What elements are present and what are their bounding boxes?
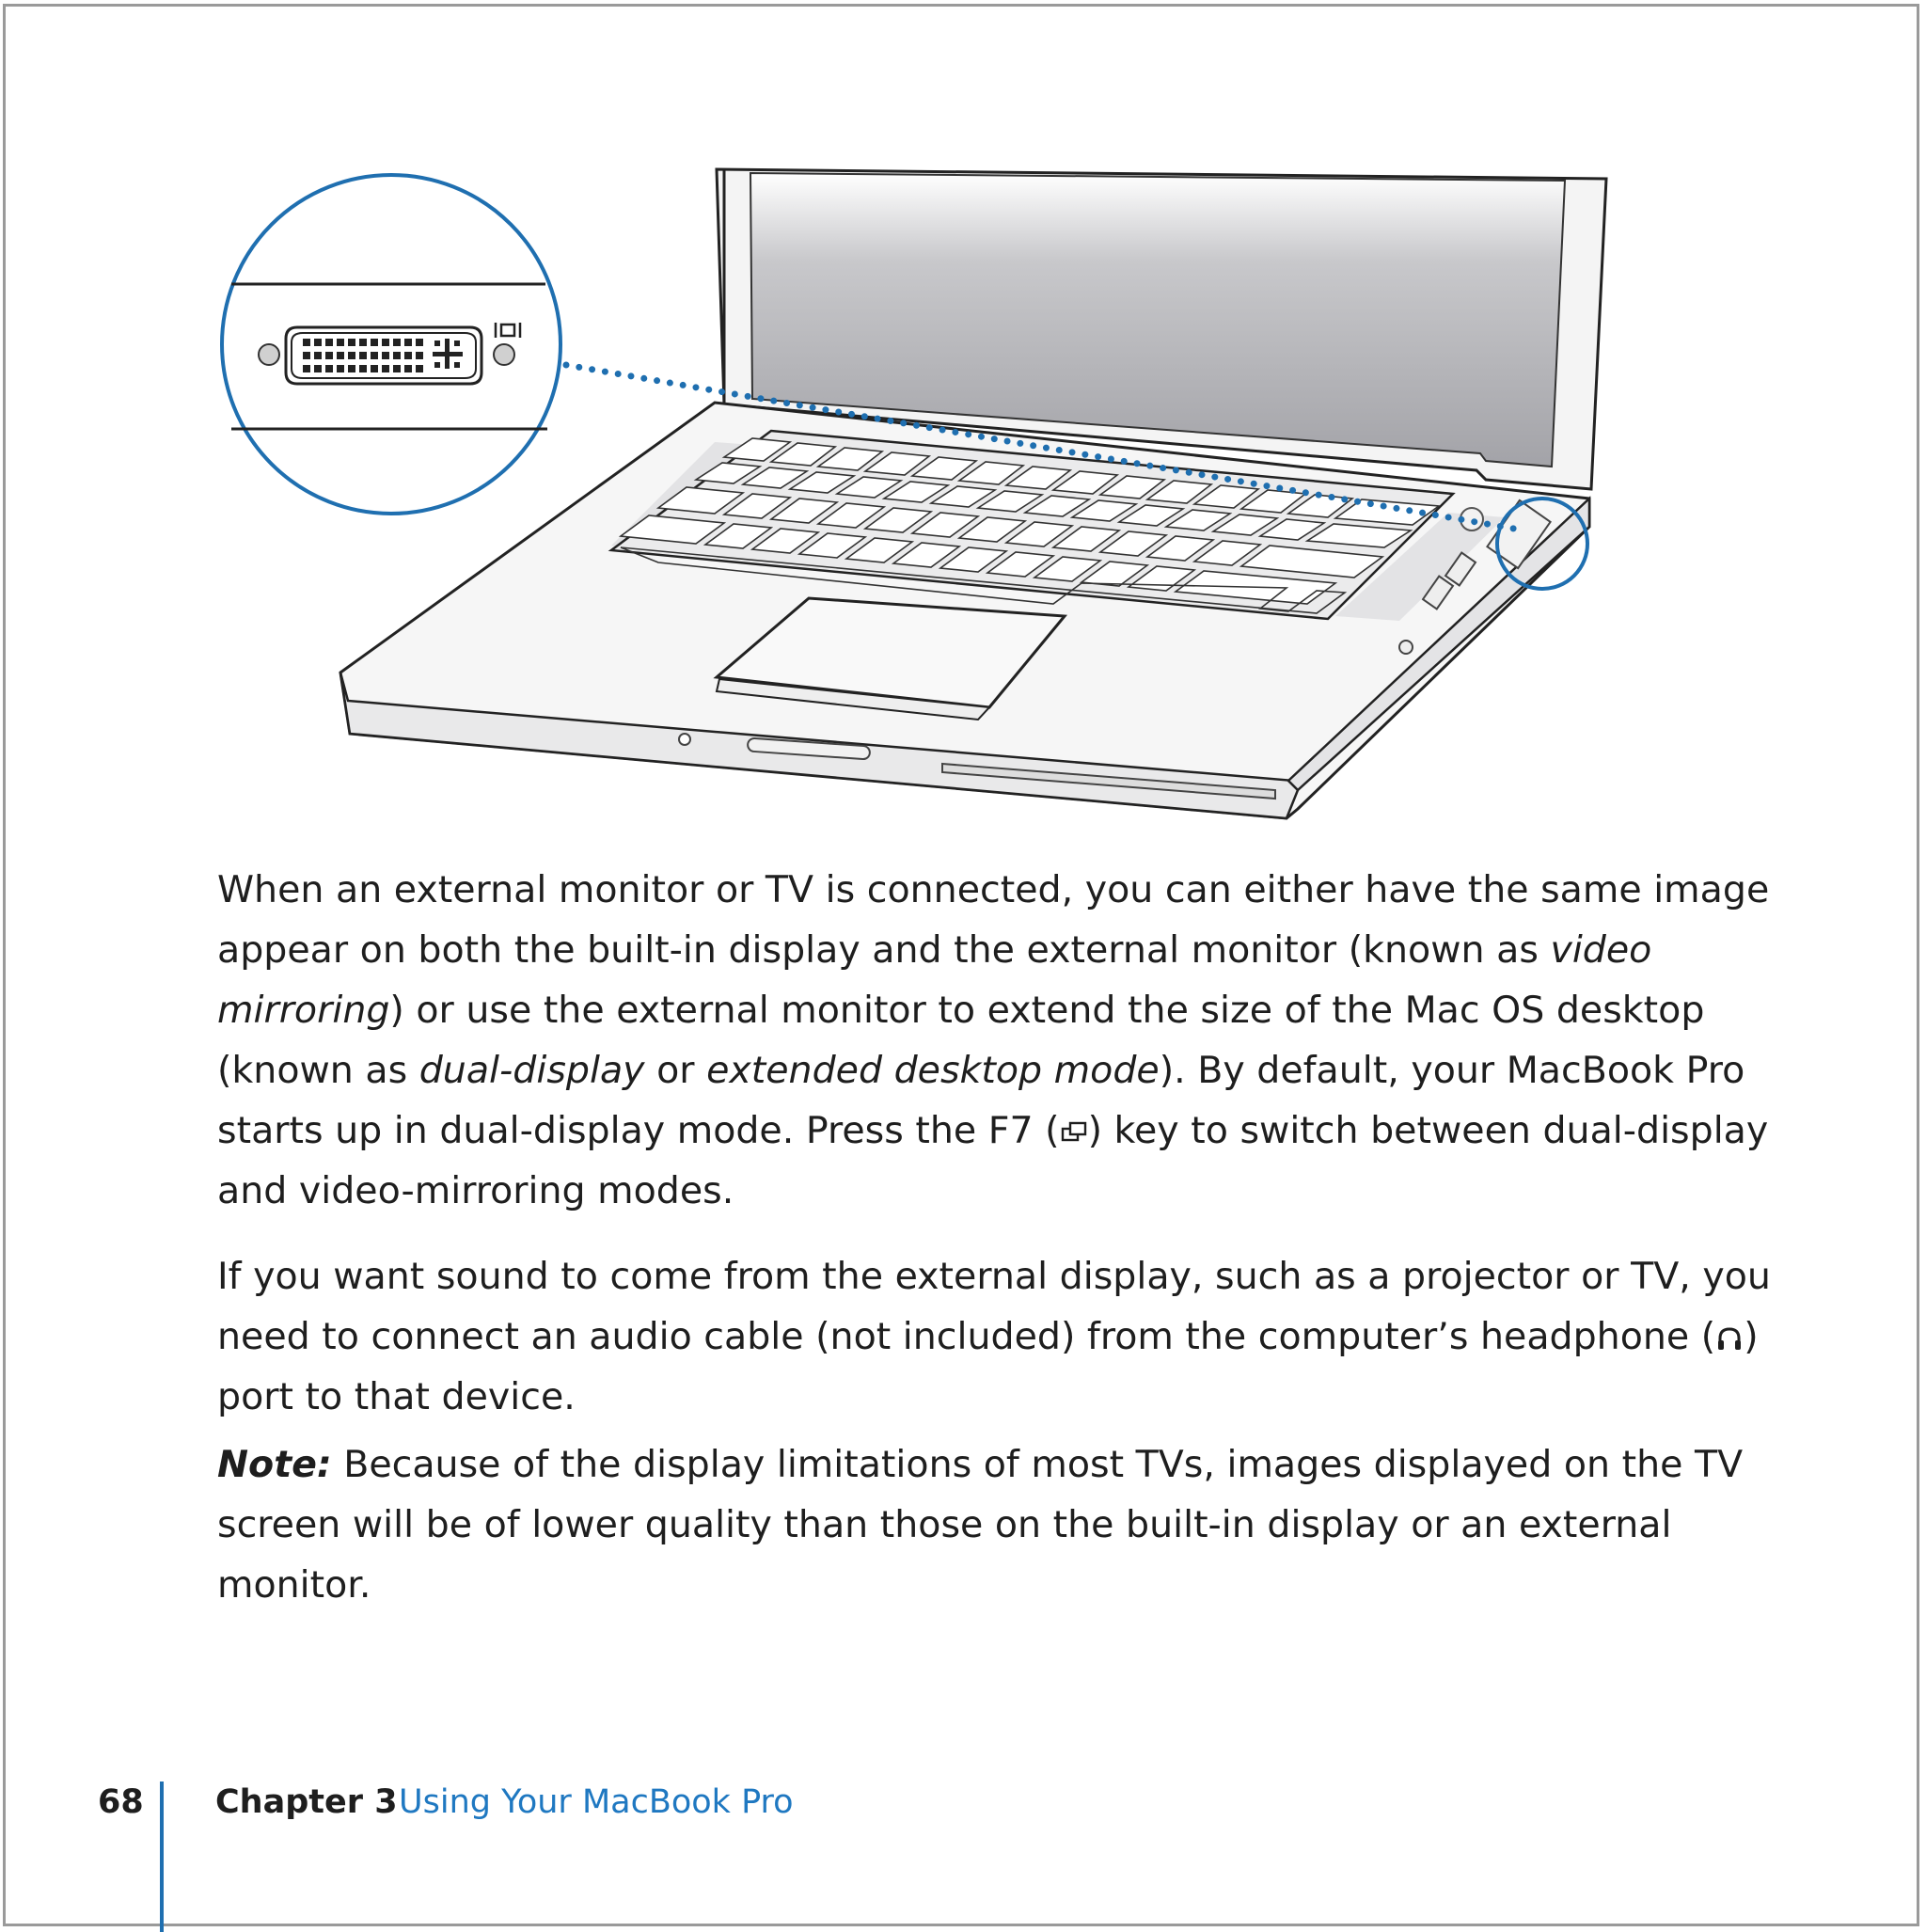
note-text: Because of the display limitations of most TVs, images displayed on the TV screen will be of lower quality than those on the built-in display or an external monitor.: [217, 1443, 1744, 1607]
paragraph-display-modes: When an external monitor or TV is connected, you can either have the same image appear on both the built-in display and the external monitor (known as video mirroring) or use the external monitor to extend the size of the Mac OS desktop (known as dual-display or extended desktop mode). By default, your MacBook Pro starts up in dual-display mode. Press the F7 ( ) key to switch between dual-display and video-mirroring modes.: [217, 868, 1770, 1212]
display-mirroring-icon: [1060, 1118, 1088, 1147]
footer-divider: [160, 1782, 164, 1932]
page-number: 68: [98, 1783, 144, 1821]
dvi-port-callout: [222, 175, 560, 514]
chapter-label: Chapter 3: [215, 1783, 398, 1821]
note-label: Note:: [217, 1443, 332, 1486]
dvi-port-icon: [286, 327, 482, 384]
headphone-icon: [1715, 1324, 1744, 1353]
paragraph-external-sound: If you want sound to come from the external display, such as a projector or TV, you need to connect an audio cable (not included) from the computer’s headphone ( ) port to that device.: [217, 1255, 1771, 1418]
macbook-illustration: [0, 0, 1926, 847]
chapter-title: Using Your MacBook Pro: [399, 1783, 794, 1821]
note-paragraph: [217, 1434, 1778, 1615]
